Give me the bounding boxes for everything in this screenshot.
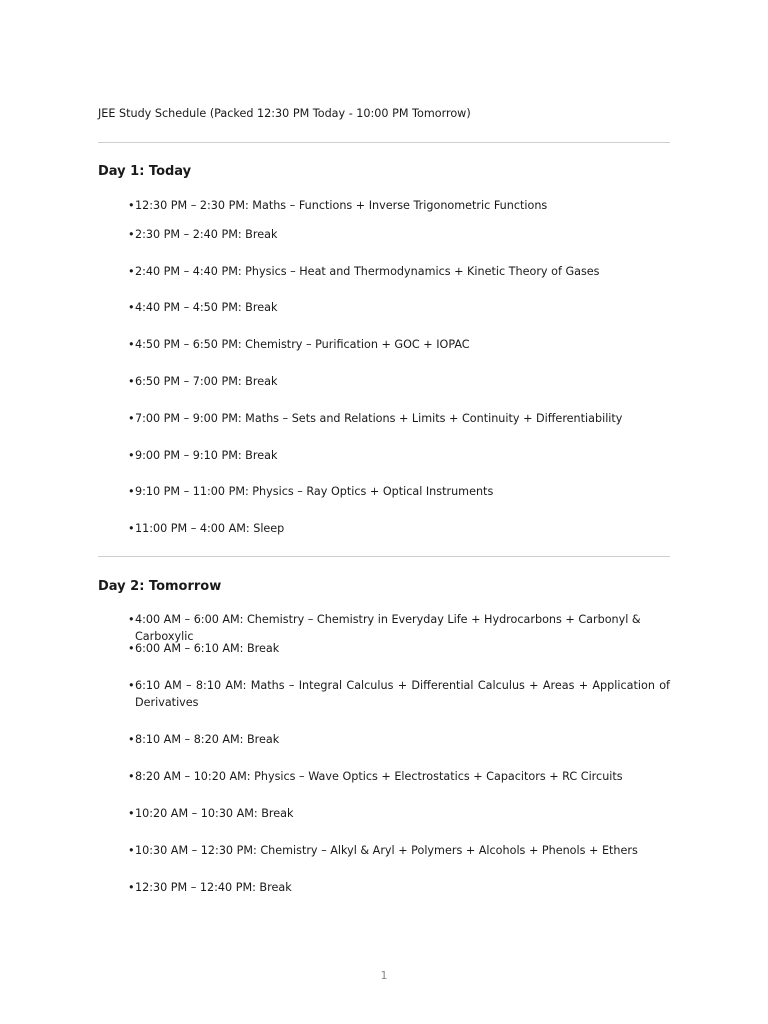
schedule-item-text: 10:30 AM – 12:30 PM: Chemistry – Alkyl & Aryl + Polymers + Alcohols + Phenols + Ethers bbox=[135, 844, 638, 857]
divider-top bbox=[98, 142, 670, 143]
schedule-item bbox=[128, 447, 670, 464]
schedule-item-text: 6:10 AM – 8:10 AM: Maths – Integral Calculus + Differential Calculus + Areas + Application of Derivatives bbox=[135, 679, 670, 709]
bullet-glyph: • bbox=[128, 375, 135, 388]
schedule-item bbox=[128, 640, 670, 657]
bullet-glyph: • bbox=[128, 844, 135, 857]
schedule-item bbox=[128, 731, 670, 748]
bullet-glyph: • bbox=[128, 770, 135, 783]
schedule-item-text: 4:50 PM – 6:50 PM: Chemistry – Purification + GOC + IOPAC bbox=[135, 338, 470, 351]
bullet-glyph: • bbox=[128, 449, 135, 462]
bullet-glyph: • bbox=[128, 228, 135, 241]
bullet-glyph: • bbox=[128, 265, 135, 278]
schedule-item-text: 9:00 PM – 9:10 PM: Break bbox=[135, 449, 278, 462]
bullet-glyph: • bbox=[128, 301, 135, 314]
schedule-item bbox=[128, 373, 670, 390]
divider-middle bbox=[98, 556, 670, 557]
bullet-glyph: • bbox=[128, 412, 135, 425]
bullet-glyph: • bbox=[128, 881, 135, 894]
schedule-item bbox=[128, 197, 670, 214]
schedule-item bbox=[128, 226, 670, 243]
bullet-glyph: • bbox=[128, 642, 135, 655]
page-number: 1 bbox=[380, 969, 388, 982]
schedule-item bbox=[128, 410, 670, 427]
bullet-glyph: • bbox=[128, 485, 135, 498]
day-1-heading: Day 1: Today bbox=[98, 164, 192, 179]
bullet-glyph: • bbox=[128, 338, 135, 351]
bullet-glyph: • bbox=[128, 199, 135, 212]
schedule-item bbox=[128, 483, 670, 500]
schedule-item-text: 10:20 AM – 10:30 AM: Break bbox=[135, 807, 294, 820]
schedule-item-text: 9:10 PM – 11:00 PM: Physics – Ray Optics + Optical Instruments bbox=[135, 485, 494, 498]
bullet-glyph: • bbox=[128, 679, 135, 692]
schedule-item-text: 12:30 PM – 2:30 PM: Maths – Functions + Inverse Trigonometric Functions bbox=[135, 199, 548, 212]
schedule-item bbox=[128, 677, 670, 711]
schedule-item bbox=[128, 299, 670, 316]
schedule-item-text: 12:30 PM – 12:40 PM: Break bbox=[135, 881, 292, 894]
day-2-heading: Day 2: Tomorrow bbox=[98, 579, 222, 594]
schedule-item-text: 11:00 PM – 4:00 AM: Sleep bbox=[135, 522, 285, 535]
schedule-item bbox=[128, 879, 670, 896]
document-title: JEE Study Schedule (Packed 12:30 PM Today - 10:00 PM Tomorrow) bbox=[98, 107, 471, 120]
bullet-glyph: • bbox=[128, 613, 135, 626]
schedule-item-text: 8:10 AM – 8:20 AM: Break bbox=[135, 733, 280, 746]
bullet-glyph: • bbox=[128, 807, 135, 820]
schedule-item bbox=[128, 263, 670, 280]
schedule-item bbox=[128, 842, 670, 859]
schedule-item-text: 6:00 AM – 6:10 AM: Break bbox=[135, 642, 280, 655]
schedule-item bbox=[128, 336, 670, 353]
schedule-item-text: 2:40 PM – 4:40 PM: Physics – Heat and Thermodynamics + Kinetic Theory of Gases bbox=[135, 265, 600, 278]
schedule-item-text: 4:00 AM – 6:00 AM: Chemistry – Chemistry in Everyday Life + Hydrocarbons + Carbonyl & Carboxylic bbox=[135, 613, 641, 643]
schedule-item bbox=[128, 805, 670, 822]
schedule-item-text: 4:40 PM – 4:50 PM: Break bbox=[135, 301, 278, 314]
schedule-item-text: 8:20 AM – 10:20 AM: Physics – Wave Optics + Electrostatics + Capacitors + RC Circuits bbox=[135, 770, 623, 783]
schedule-item-text: 6:50 PM – 7:00 PM: Break bbox=[135, 375, 278, 388]
schedule-item bbox=[128, 768, 670, 785]
schedule-item-text: 7:00 PM – 9:00 PM: Maths – Sets and Relations + Limits + Continuity + Differentiability bbox=[135, 412, 623, 425]
schedule-item-text: 2:30 PM – 2:40 PM: Break bbox=[135, 228, 278, 241]
bullet-glyph: • bbox=[128, 733, 135, 746]
schedule-item bbox=[128, 520, 670, 537]
bullet-glyph: • bbox=[128, 522, 135, 535]
